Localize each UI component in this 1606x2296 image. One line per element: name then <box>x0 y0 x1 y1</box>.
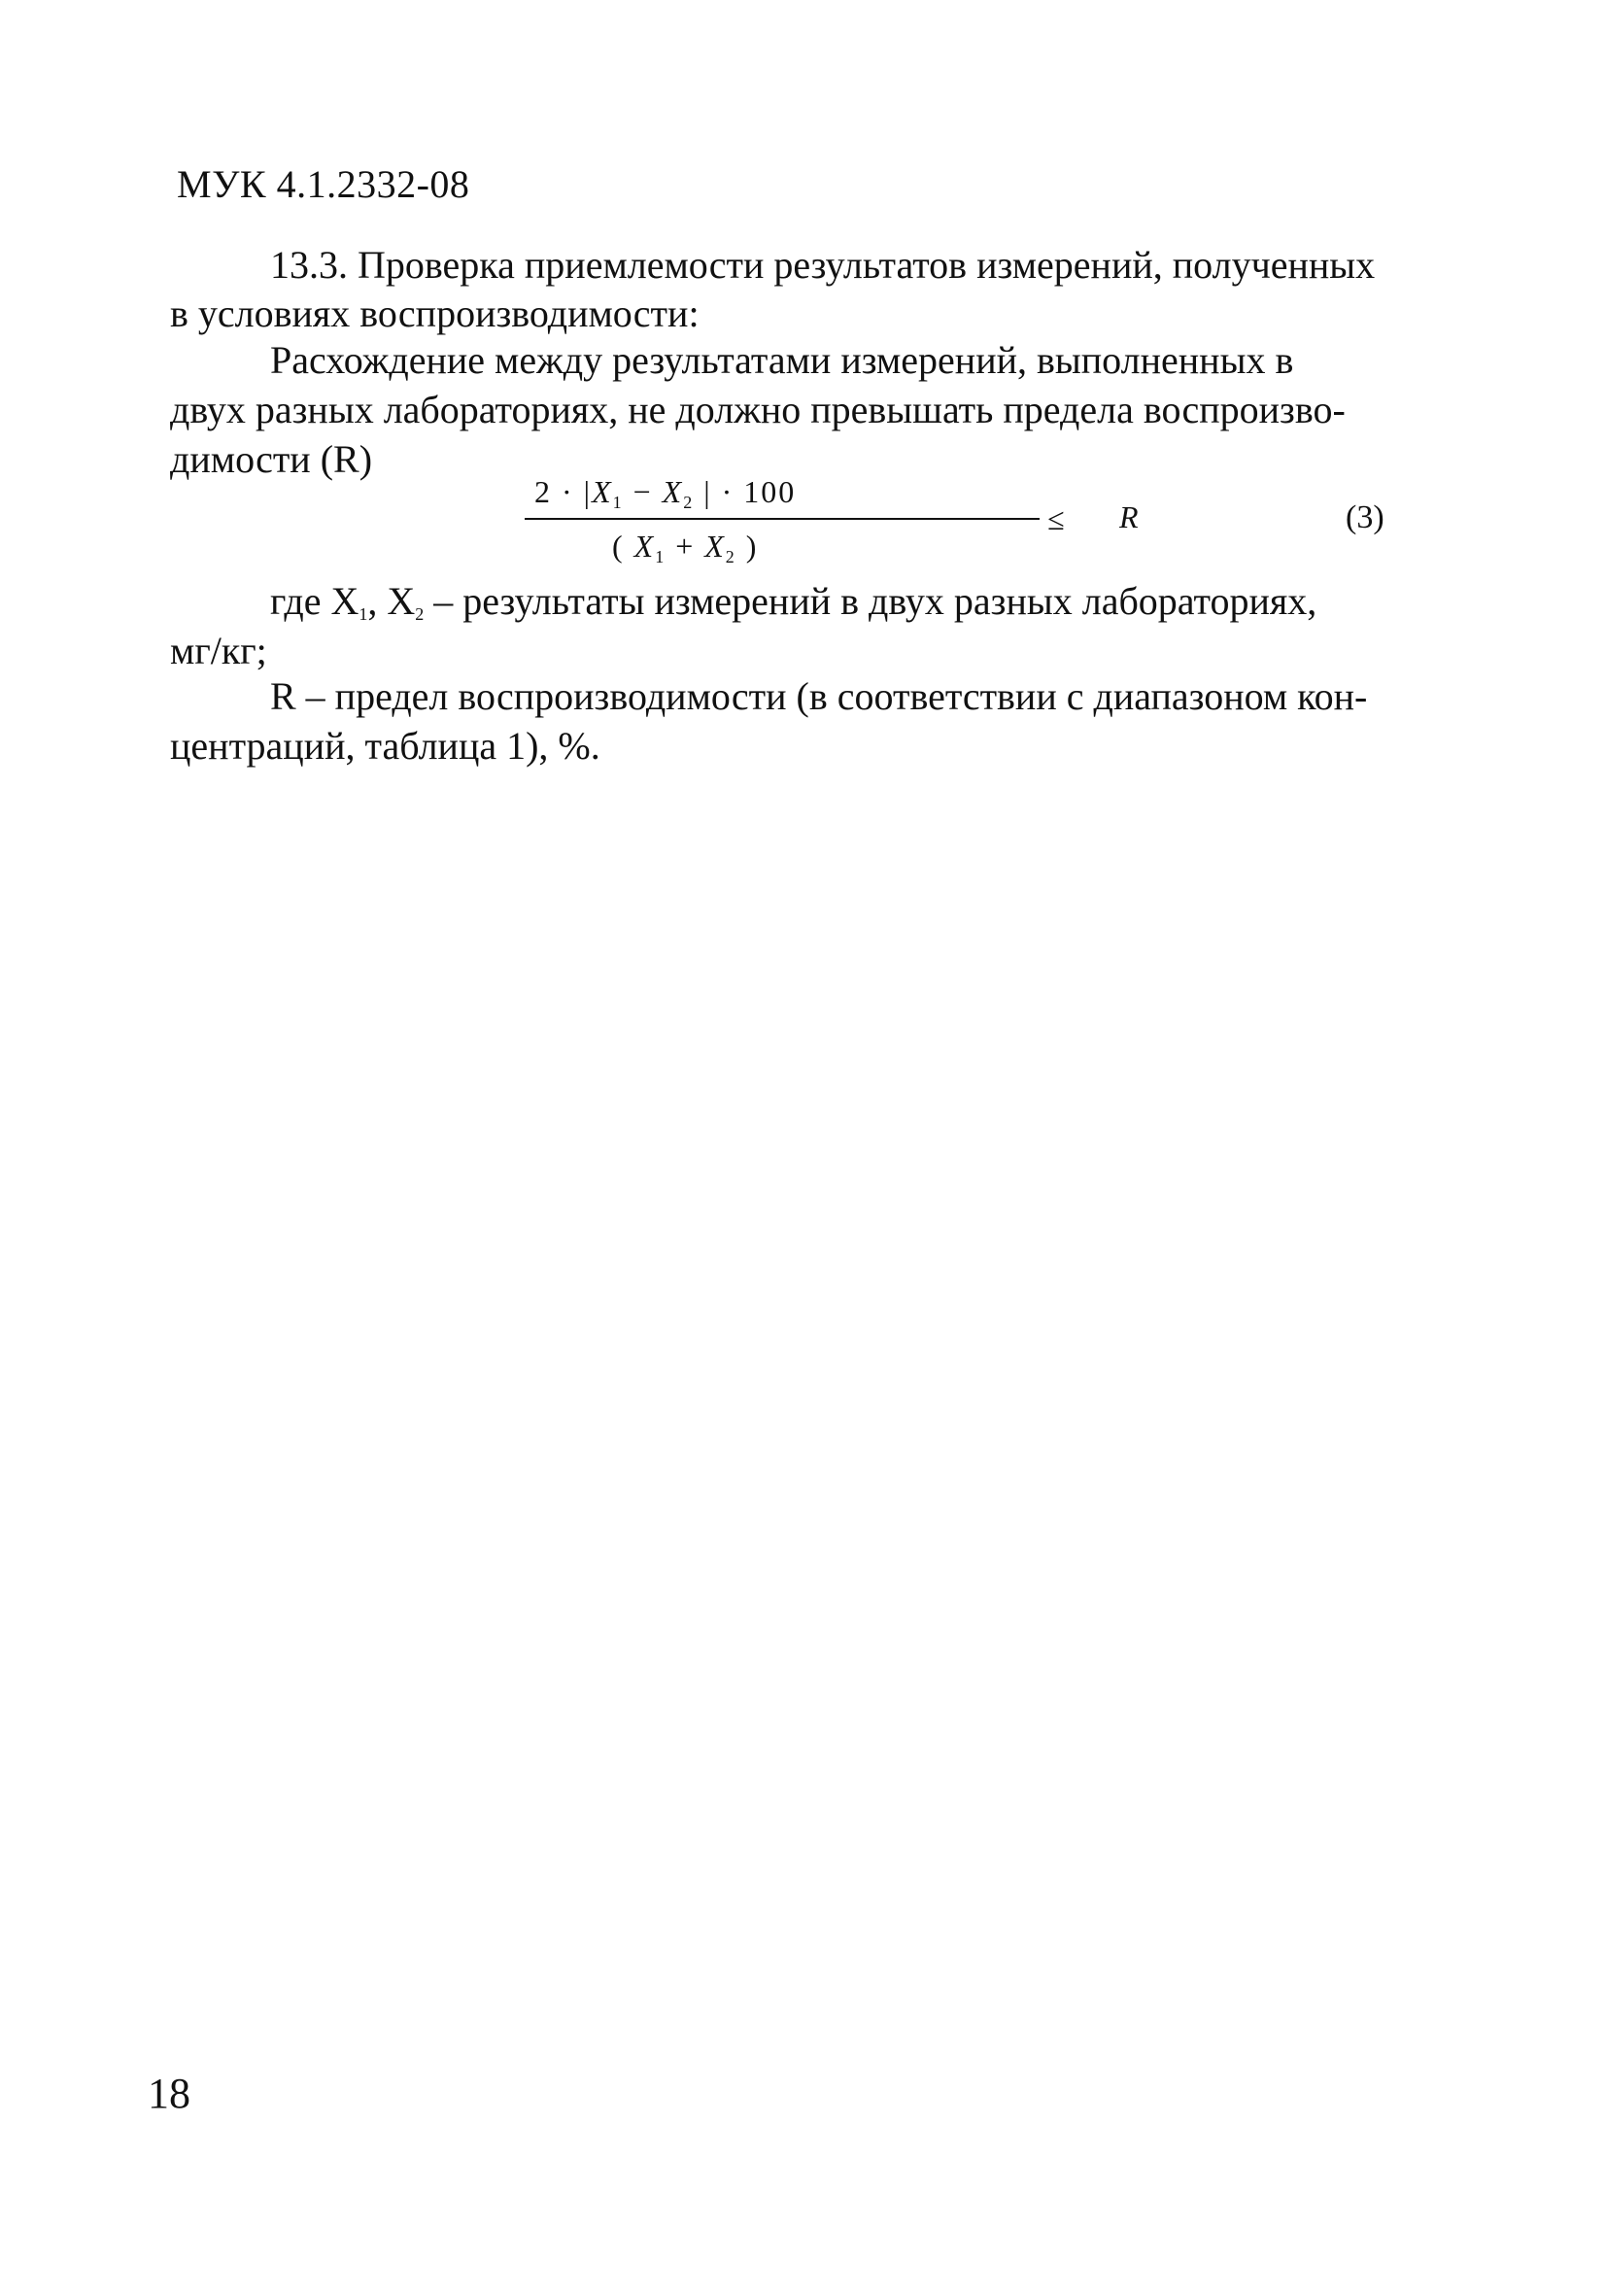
numerator-minus: − <box>623 474 663 509</box>
denominator-x1-subscript: 1 <box>655 547 666 566</box>
numerator-x2-subscript: 2 <box>683 493 695 512</box>
formula-number: (3) <box>1346 499 1384 535</box>
denominator-close: ) <box>735 529 759 564</box>
paragraph-discrepancy-line-3: димости (R) <box>170 437 373 481</box>
denominator-x2-subscript: 2 <box>725 547 736 566</box>
definition-r-line-1: R – предел воспроизводимости (в соответствии с диапазоном кон- <box>270 674 1368 718</box>
fraction-bar <box>525 518 1040 520</box>
definition-unit: мг/кг; <box>170 629 267 672</box>
definition-prefix: где X <box>270 579 359 623</box>
numerator-x1-subscript: 1 <box>612 493 624 512</box>
numerator-x1: X <box>592 474 613 509</box>
denominator-plus: + <box>666 529 705 564</box>
definition-x1-subscript: 1 <box>359 604 368 624</box>
paragraph-13-3-line-1: 13.3. Проверка приемлемости результатов измерений, полученных <box>270 243 1376 287</box>
definition-mid: , X <box>367 579 416 623</box>
page-number: 18 <box>148 2070 190 2117</box>
document-code-header: МУК 4.1.2332-08 <box>177 162 470 206</box>
definition-x2-subscript: 2 <box>415 604 425 624</box>
denominator-open: ( <box>612 529 634 564</box>
definition-rest: – результаты измерений в двух разных лабораториях, <box>424 579 1317 623</box>
formula-denominator <box>612 529 758 567</box>
denominator-x1: X <box>633 529 656 564</box>
formula-numerator <box>534 474 796 513</box>
reproducibility-formula <box>525 474 1399 571</box>
paragraph-discrepancy-line-2: двух разных лабораториях, не должно превышать предела воспроизво- <box>170 388 1346 431</box>
paragraph-discrepancy-line-1: Расхождение между результатами измерений, выполненных в <box>270 338 1294 382</box>
paragraph-13-3-line-2: в условиях воспроизводимости: <box>170 291 700 335</box>
definition-x1-x2 <box>270 575 1316 640</box>
numerator-x2: X <box>662 474 684 509</box>
numerator-suffix: | · 100 <box>694 474 797 509</box>
less-or-equal-sign: ≤ <box>1047 501 1065 536</box>
numerator-prefix: 2 · | <box>534 474 593 509</box>
definition-r-line-2: центраций, таблица 1), %. <box>170 724 600 768</box>
denominator-x2: X <box>704 529 726 564</box>
formula-rhs-r: R <box>1119 499 1139 534</box>
